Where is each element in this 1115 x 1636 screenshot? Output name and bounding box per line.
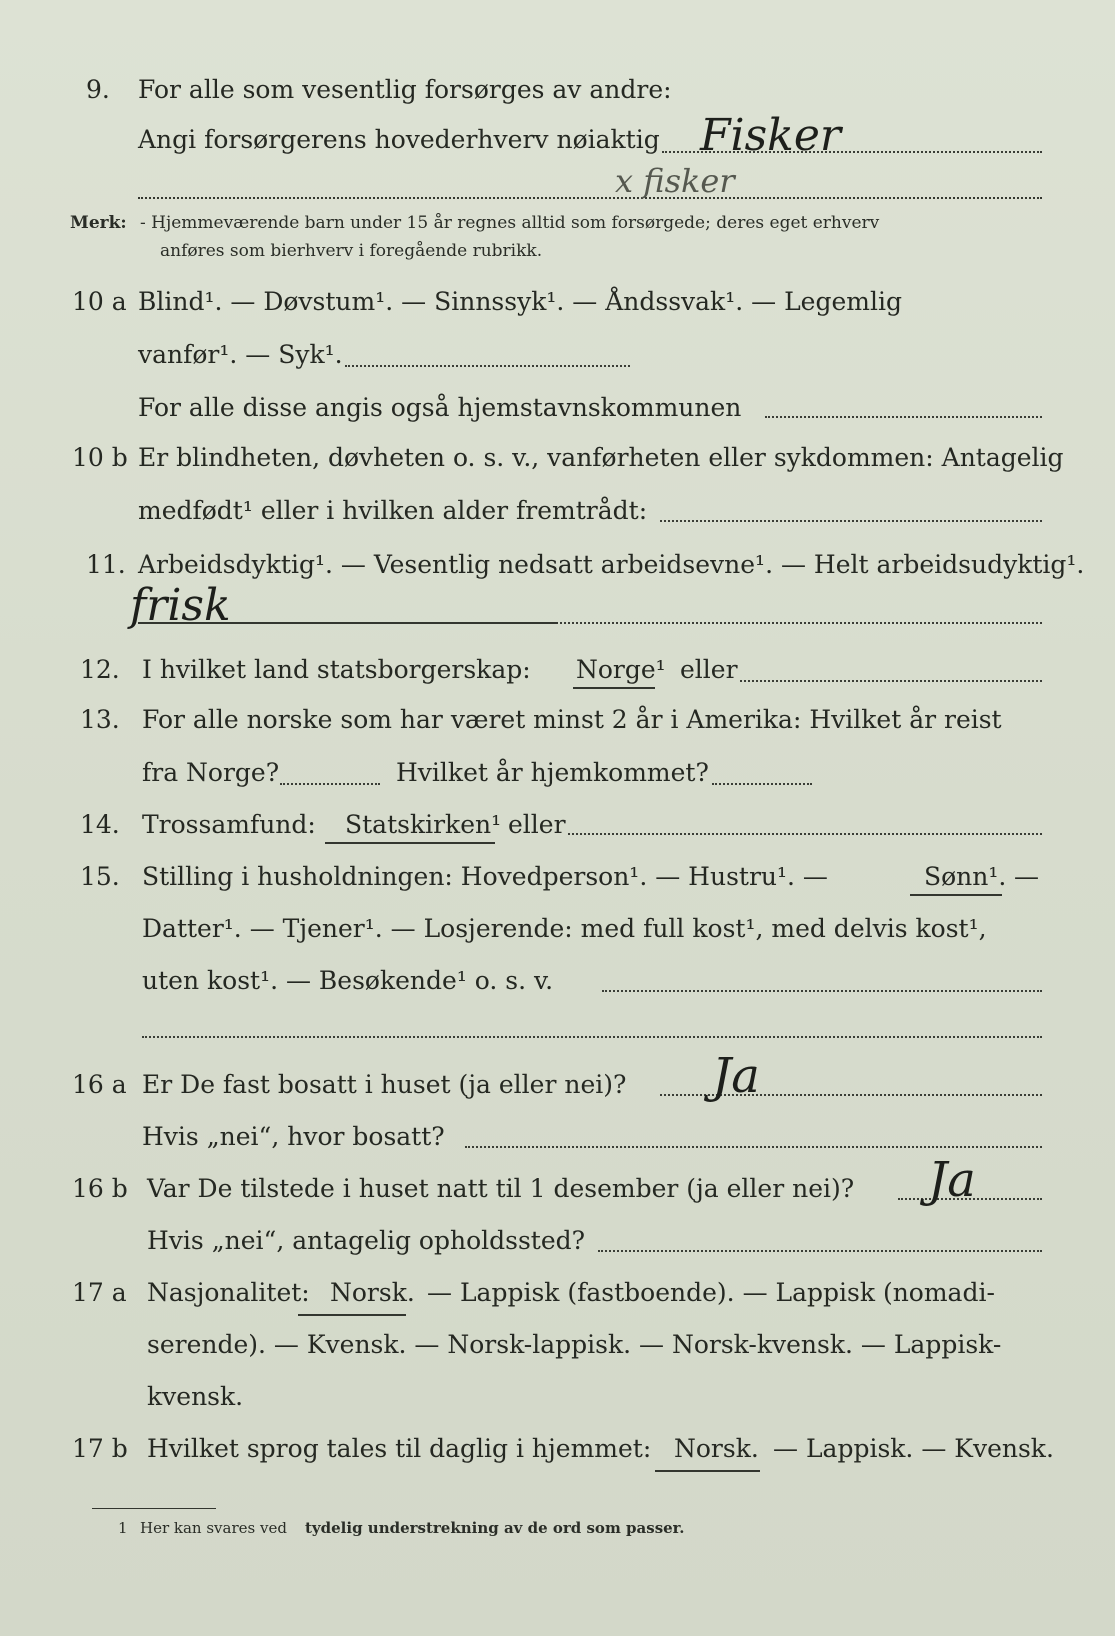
q15-underline-sonn bbox=[910, 894, 1002, 896]
q13-hjemkommet-line bbox=[712, 783, 812, 785]
q17a-line2: serende). — Kvensk. — Norsk-lappisk. — Norsk-kvensk. — Lappisk- bbox=[147, 1330, 1002, 1359]
q12-underline-norge bbox=[573, 687, 655, 689]
q15-line2: Datter¹. — Tjener¹. — Losjerende: med full kost¹, med delvis kost¹, bbox=[142, 914, 987, 943]
q12-number: 12. bbox=[80, 655, 120, 684]
footnote-text-a: Her kan svares ved bbox=[140, 1519, 287, 1537]
q10b-line1: Er blindheten, døvheten o. s. v., vanførheten eller sykdommen: Antagelig bbox=[138, 443, 1064, 472]
q13-reist-line bbox=[280, 783, 380, 785]
q9-line1: For alle som vesentlig forsørges av andre: bbox=[138, 75, 672, 104]
q15-extra-line bbox=[142, 1036, 1042, 1038]
q13-line2a: fra Norge? bbox=[142, 758, 280, 787]
q12-answer-line bbox=[740, 680, 1042, 682]
q17b-line1a: Hvilket sprog tales til daglig i hjemmet: bbox=[147, 1434, 652, 1463]
q14-label: Trossamfund: bbox=[142, 810, 316, 839]
footnote-mark: 1 bbox=[118, 1519, 128, 1537]
q15-line1: Stilling i husholdningen: Hovedperson¹. — Hustru¹. — bbox=[142, 862, 828, 891]
q11-line1: Arbeidsdyktig¹. — Vesentlig nedsatt arbeidsevne¹. — Helt arbeidsudyktig¹. bbox=[138, 550, 1085, 579]
q12-option-norge: Norge¹ bbox=[576, 655, 666, 684]
q11-answer-line bbox=[560, 622, 1042, 624]
q14-number: 14. bbox=[80, 810, 120, 839]
q12-rest: eller bbox=[680, 655, 738, 684]
q9-handwritten-answer-2: x fisker bbox=[615, 162, 735, 200]
note-line2: anføres som bierhverv i foregående rubrikk. bbox=[160, 241, 543, 261]
note-line1: - Hjemmeværende barn under 15 år regnes alltid som forsørgede; deres eget erhverv bbox=[140, 213, 880, 233]
q10b-answer-line bbox=[660, 520, 1042, 522]
q15-line1-end: — bbox=[1014, 862, 1039, 891]
q11-answer-underline bbox=[138, 622, 558, 624]
q15-option-sonn: Sønn¹. bbox=[924, 862, 1007, 891]
q16a-residence-line bbox=[465, 1146, 1042, 1148]
q16b-number: 16 b bbox=[72, 1174, 128, 1203]
q11-handwritten-answer: frisk bbox=[130, 580, 231, 631]
q9-number: 9. bbox=[86, 75, 110, 104]
q15-answer-line bbox=[602, 990, 1042, 992]
q16b-location-line bbox=[598, 1250, 1042, 1252]
q10a-line1: Blind¹. — Døvstum¹. — Sinnssyk¹. — Åndssvak¹. — Legemlig bbox=[138, 287, 902, 316]
q10a-number: 10 a bbox=[72, 287, 127, 316]
q17b-underline-norsk bbox=[655, 1470, 760, 1472]
q16a-line1: Er De fast bosatt i huset (ja eller nei)? bbox=[142, 1070, 627, 1099]
q17a-number: 17 a bbox=[72, 1278, 127, 1307]
footnote-rule bbox=[92, 1508, 216, 1509]
q12-line1: I hvilket land statsborgerskap: bbox=[142, 655, 531, 684]
q17b-option-norsk: Norsk. bbox=[674, 1434, 759, 1463]
q14-underline-statskirken bbox=[325, 842, 495, 844]
q14-option-statskirken: Statskirken¹ bbox=[345, 810, 502, 839]
q16a-line2: Hvis „nei“, hvor bosatt? bbox=[142, 1122, 445, 1151]
q16b-line1: Var De tilstede i huset natt til 1 desember (ja eller nei)? bbox=[147, 1174, 855, 1203]
q14-answer-line bbox=[568, 833, 1042, 835]
q16b-line2: Hvis „nei“, antagelig opholdssted? bbox=[147, 1226, 586, 1255]
q17b-line1b: — Lappisk. — Kvensk. bbox=[773, 1434, 1054, 1463]
q17a-label: Nasjonalitet: bbox=[147, 1278, 310, 1307]
q13-number: 13. bbox=[80, 705, 120, 734]
q11-number: 11. bbox=[86, 550, 126, 579]
q10a-line3: For alle disse angis også hjemstavnskommunen bbox=[138, 393, 742, 422]
q16b-handwritten-answer: Ja bbox=[928, 1152, 976, 1208]
q9-handwritten-answer: Fisker bbox=[700, 110, 841, 161]
q15-line3: uten kost¹. — Besøkende¹ o. s. v. bbox=[142, 966, 554, 995]
q17a-underline-norsk bbox=[298, 1314, 406, 1316]
q13-line1: For alle norske som har været minst 2 år i Amerika: Hvilket år reist bbox=[142, 705, 1002, 734]
q10a-answer-line bbox=[345, 365, 630, 367]
q16a-handwritten-answer: Ja bbox=[712, 1048, 760, 1104]
q9-line2: Angi forsørgerens hovederhverv nøiaktig bbox=[138, 125, 660, 154]
footnote-text-b: tydelig understrekning av de ord som passer. bbox=[305, 1519, 685, 1537]
q17a-line3: kvensk. bbox=[147, 1382, 244, 1411]
q10a-line2: vanfør¹. — Syk¹. bbox=[138, 340, 343, 369]
note-label: Merk: bbox=[70, 213, 127, 233]
q17a-line1b: — Lappisk (fastboende). — Lappisk (nomadi- bbox=[427, 1278, 995, 1307]
q15-number: 15. bbox=[80, 862, 120, 891]
q17a-option-norsk: Norsk. bbox=[330, 1278, 415, 1307]
q13-line2b: Hvilket år hjemkommet? bbox=[396, 758, 709, 787]
q10a-municipality-line bbox=[765, 416, 1042, 418]
q10b-number: 10 b bbox=[72, 443, 128, 472]
q10b-line2: medfødt¹ eller i hvilken alder fremtrådt: bbox=[138, 496, 648, 525]
q9-second-line bbox=[138, 197, 1042, 199]
q16a-number: 16 a bbox=[72, 1070, 127, 1099]
q14-rest: eller bbox=[508, 810, 566, 839]
q17b-number: 17 b bbox=[72, 1434, 128, 1463]
